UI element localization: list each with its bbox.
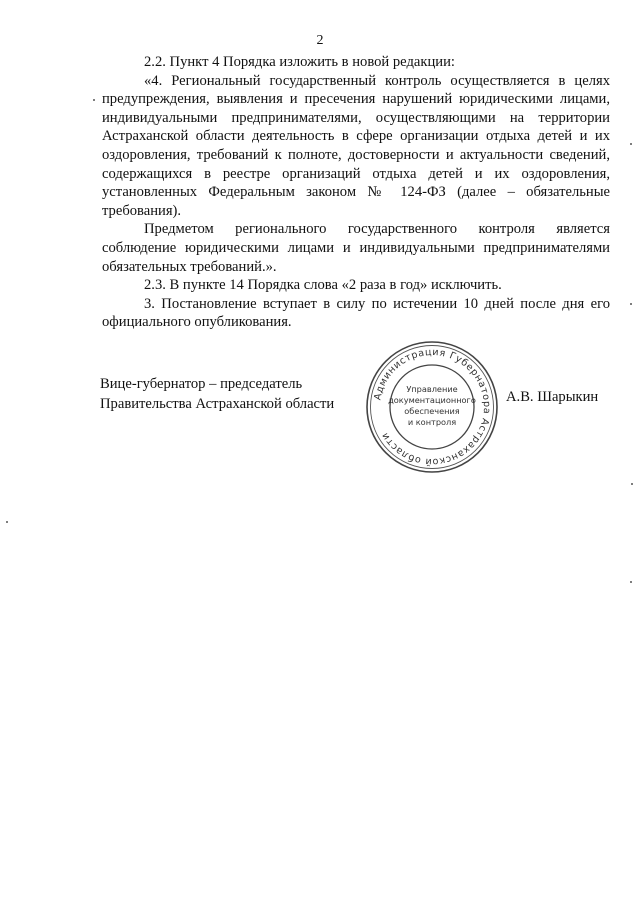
paragraph-new-point-4: «4. Региональный государственный контроль осуществляется в целях предупреждения, выявления и пресечения нарушений юридическими лицами, индивидуальными предпринимателями, осуществляющими на территории Астраханской области деятельность в сфере организации отдыха детей и их оздоровления, требований к полноте, достоверности и актуальности сведений, содержащихся в реестре организаций отдыха детей и их оздоровления, установленных Федеральным законом № 124-ФЗ (далее – обязательные требования). bbox=[102, 72, 610, 219]
scan-speck bbox=[6, 521, 8, 523]
paragraph-2-2: 2.2. Пункт 4 Порядка изложить в новой редакции: bbox=[144, 54, 455, 70]
paragraph-control-subject: Предметом регионального государственного контроля является соблюдение юридическими лицами и индивидуальными предпринимателями обязательных требований.». bbox=[102, 221, 610, 275]
paragraph-3: 3. Постановление вступает в силу по истечении 10 дней после дня его официального опубликования. bbox=[102, 295, 610, 331]
paragraph-2-3: 2.3. В пункте 14 Порядка слова «2 раза в год» исключить. bbox=[144, 277, 502, 294]
page-number: 2 bbox=[316, 33, 324, 48]
official-stamp bbox=[364, 339, 500, 475]
scan-speck bbox=[631, 483, 633, 485]
scan-speck bbox=[630, 303, 632, 305]
scan-speck bbox=[93, 99, 95, 101]
signatory-title bbox=[100, 375, 334, 414]
stamp-outer-text: Администрация Губернатора Астраханской области bbox=[372, 346, 493, 468]
stamp-inner-line3: обеспечения bbox=[404, 406, 460, 416]
signatory-name: А.В. Шарыкин bbox=[506, 389, 599, 405]
scan-speck bbox=[630, 143, 632, 145]
stamp-inner-line2: документационного bbox=[388, 395, 476, 405]
signatory-title-line1: Вице-губернатор – председатель bbox=[100, 376, 303, 392]
stamp-inner-line1: Управление bbox=[406, 384, 458, 394]
document-body bbox=[102, 53, 610, 332]
stamp-inner-line4: и контроля bbox=[407, 417, 457, 427]
scan-speck bbox=[630, 581, 632, 583]
signatory-title-line2: Правительства Астраханской области bbox=[100, 395, 335, 412]
